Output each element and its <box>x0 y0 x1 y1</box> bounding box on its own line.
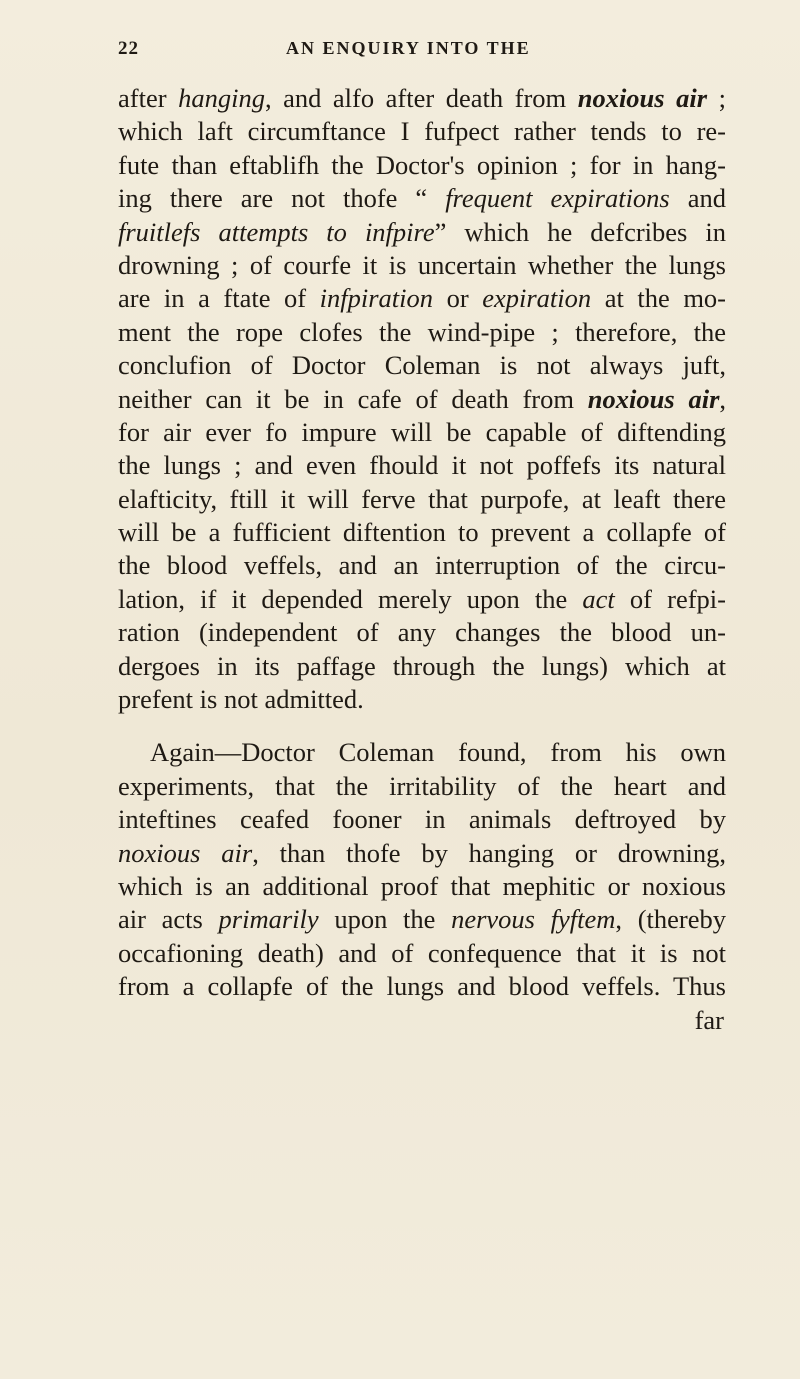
text-run: ment the rope clofes the wind-pipe ; therefore, the <box>118 316 726 347</box>
text-line <box>118 349 726 382</box>
text-run: prefent is not admitted. <box>118 684 364 715</box>
text-run: ing there are not thofe “ <box>118 183 446 214</box>
text-line <box>118 216 726 249</box>
text-line <box>118 937 726 970</box>
text-run: , <box>719 383 727 414</box>
text-run: after <box>118 83 179 113</box>
text-line <box>118 182 726 215</box>
text-run: , and alfo after death from <box>264 83 578 113</box>
text-run: ” which he defcribes in <box>434 216 726 247</box>
text-run: and <box>669 183 727 214</box>
text-line <box>118 683 726 716</box>
text-run: or <box>433 283 483 314</box>
text-line <box>118 903 726 936</box>
text-run: are in a ftate of <box>118 283 320 314</box>
text-run: will be a fufficient diftention to prevent a collapfe of <box>118 517 726 548</box>
body-text <box>118 82 726 1037</box>
text-line <box>118 449 726 482</box>
italic-run: hanging <box>178 83 265 113</box>
text-run: fute than eftablifh the Doctor's opinion ; for in hang- <box>118 149 726 180</box>
text-run: ; <box>707 83 726 113</box>
bold-italic-run: noxious air <box>577 83 708 113</box>
italic-run: nervous fyftem <box>451 904 616 935</box>
text-line <box>118 115 726 148</box>
text-line <box>118 383 726 416</box>
text-run: , than thofe by hanging or drowning, <box>252 837 726 868</box>
text-line <box>118 82 726 115</box>
text-line <box>118 149 726 182</box>
italic-run: infpiration <box>319 283 434 314</box>
text-run: elafticity, ftill it will ferve that purpofe, at leaft there <box>118 483 726 514</box>
text-line <box>118 583 726 616</box>
text-run: neither can it be in cafe of death from <box>118 383 588 414</box>
text-line <box>118 483 726 516</box>
text-run: of refpi- <box>614 583 726 614</box>
text-run: upon the <box>318 904 452 935</box>
text-run: from a collapfe of the lungs and blood veffels. Thus <box>118 971 726 1002</box>
text-run: experiments, that the irritability of the heart and <box>118 770 726 801</box>
page-header <box>118 38 638 68</box>
text-run: the blood veffels, and an interruption of the circu- <box>118 550 726 581</box>
italic-run: frequent expirations <box>445 183 670 214</box>
text-run: dergoes in its paffage through the lungs) which at <box>118 650 726 681</box>
text-run: the lungs ; and even fhould it not poffefs its natural <box>118 450 726 481</box>
text-run: which is an additional proof that mephitic or noxious <box>118 870 726 901</box>
page-number: 22 <box>118 38 139 59</box>
text-run: Again—Doctor Coleman found, from his own <box>150 737 726 768</box>
text-run: for air ever fo impure will be capable of diftending <box>118 416 726 447</box>
text-line <box>118 650 726 683</box>
text-run: , (thereby <box>615 904 726 935</box>
italic-run: fruitlefs attempts to infpire <box>118 216 435 247</box>
italic-run: act <box>582 583 615 614</box>
italic-run: expiration <box>482 283 592 314</box>
text-run: which laft circumftance I fufpect rather tends to re- <box>118 116 726 147</box>
text-line <box>118 549 726 582</box>
paragraph-gap <box>118 716 726 736</box>
text-line <box>118 970 726 1003</box>
text-line <box>118 616 726 649</box>
text-run: drowning ; of courfe it is uncertain whether the lungs <box>118 249 726 280</box>
text-line <box>118 837 726 870</box>
text-line <box>118 516 726 549</box>
bold-italic-run: noxious air <box>587 383 720 414</box>
running-head: AN ENQUIRY INTO THE <box>286 38 531 58</box>
text-run: ration (independent of any changes the blood un- <box>118 617 726 648</box>
text-run: at the mo- <box>591 283 727 314</box>
text-run: occafioning death) and of confequence that it is not <box>118 937 726 968</box>
text-run: conclufion of Doctor Coleman is not always juft, <box>118 350 726 381</box>
catchword: far <box>694 1004 724 1035</box>
text-run: lation, if it depended merely upon the <box>118 583 583 614</box>
text-line <box>118 282 726 315</box>
text-line <box>118 249 726 282</box>
text-run: air acts <box>118 904 219 935</box>
text-line <box>118 803 726 836</box>
text-line <box>118 770 726 803</box>
text-line <box>118 316 726 349</box>
italic-run: noxious air <box>118 837 253 868</box>
text-run: inteftines ceafed fooner in animals deftroyed by <box>118 804 726 835</box>
text-line <box>118 736 726 769</box>
text-line <box>118 870 726 903</box>
italic-run: primarily <box>218 904 319 935</box>
text-line <box>118 416 726 449</box>
